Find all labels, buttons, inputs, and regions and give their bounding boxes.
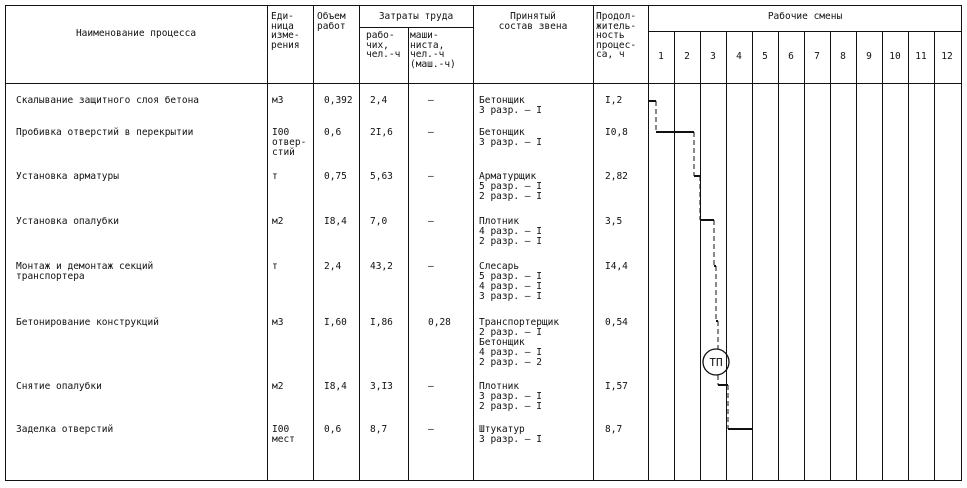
header-shifts: Рабочие смены bbox=[767, 11, 843, 22]
header-labor-costs: Затраты труда bbox=[378, 11, 454, 22]
shift-divider bbox=[726, 31, 727, 481]
row-volume: I,60 bbox=[324, 317, 347, 328]
header-duration: Продол- житель- ность процес- са, ч bbox=[596, 11, 637, 60]
row-machinists: – bbox=[428, 381, 434, 392]
header-volume: Объем работ bbox=[317, 11, 346, 32]
row-duration: I4,4 bbox=[605, 261, 628, 272]
row-crew: Арматурщик 5 разр. – I 2 разр. – I bbox=[479, 171, 542, 202]
row-duration: 2,82 bbox=[605, 171, 628, 182]
shift-number: 1 bbox=[658, 51, 664, 62]
schedule-bar bbox=[700, 219, 714, 221]
table-border bbox=[5, 480, 962, 481]
shift-divider bbox=[700, 31, 701, 481]
shift-number: 7 bbox=[814, 51, 820, 62]
row-machinists: 0,28 bbox=[428, 317, 451, 328]
header-rule bbox=[5, 83, 962, 84]
header-rule bbox=[648, 31, 962, 32]
row-duration: 3,5 bbox=[605, 216, 623, 227]
shift-number: 6 bbox=[788, 51, 794, 62]
row-process-name: Заделка отверстий bbox=[16, 424, 114, 435]
row-duration: I0,8 bbox=[605, 127, 628, 138]
row-crew: Транспортерщик 2 разр. – I Бетонщик 4 разр. – I 2 разр. – 2 bbox=[479, 317, 560, 368]
row-crew: Плотник 3 разр. – I 2 разр. – I bbox=[479, 381, 542, 412]
row-process-name: Снятие опалубки bbox=[16, 381, 102, 392]
shift-divider bbox=[934, 31, 935, 481]
row-volume: 0,6 bbox=[324, 127, 342, 138]
schedule-bar bbox=[718, 384, 728, 386]
row-process-name: Бетонирование конструкций bbox=[16, 317, 159, 328]
schedule-bar bbox=[648, 100, 656, 102]
row-crew: Штукатур 3 разр. – I bbox=[479, 424, 542, 445]
header-unit: Еди- ница изме- рения bbox=[271, 11, 300, 51]
column-divider bbox=[408, 27, 409, 481]
row-duration: 8,7 bbox=[605, 424, 623, 435]
column-divider bbox=[359, 5, 360, 481]
column-divider bbox=[313, 5, 314, 481]
row-machinists: – bbox=[428, 127, 434, 138]
row-workers: 2,4 bbox=[370, 95, 388, 106]
header-process-name: Наименование процесса bbox=[75, 28, 197, 39]
row-volume: I8,4 bbox=[324, 216, 347, 227]
header-crew: Принятый состав звена bbox=[498, 11, 568, 32]
row-process-name: Пробивка отверстий в перекрытии bbox=[16, 127, 194, 138]
shift-divider bbox=[856, 31, 857, 481]
row-unit: м2 bbox=[272, 216, 284, 227]
row-workers: 8,7 bbox=[370, 424, 388, 435]
row-duration: 0,54 bbox=[605, 317, 628, 328]
row-crew: Плотник 4 разр. – I 2 разр. – I bbox=[479, 216, 542, 247]
shift-divider bbox=[908, 31, 909, 481]
table-border bbox=[961, 5, 962, 481]
row-volume: 0,75 bbox=[324, 171, 347, 182]
shift-number: 8 bbox=[840, 51, 846, 62]
column-divider bbox=[267, 5, 268, 481]
shift-divider bbox=[830, 31, 831, 481]
column-divider bbox=[648, 5, 649, 481]
header-workers: рабо- чих, чел.-ч bbox=[366, 30, 401, 60]
shift-divider bbox=[778, 31, 779, 481]
schedule-bar bbox=[728, 428, 752, 430]
row-volume: 0,6 bbox=[324, 424, 342, 435]
row-unit: м2 bbox=[272, 381, 284, 392]
schedule-bar bbox=[716, 320, 718, 322]
row-duration: I,2 bbox=[605, 95, 623, 106]
shift-number: 2 bbox=[684, 51, 690, 62]
row-workers: 3,I3 bbox=[370, 381, 393, 392]
header-machinists: маши- ниста, чел.-ч (маш.-ч) bbox=[410, 30, 456, 70]
shift-divider bbox=[674, 31, 675, 481]
row-process-name: Скалывание защитного слоя бетона bbox=[16, 95, 200, 106]
shift-number: 5 bbox=[762, 51, 768, 62]
row-unit: т bbox=[272, 171, 278, 182]
row-process-name: Монтаж и демонтаж секций транспортера bbox=[16, 261, 154, 282]
row-unit: м3 bbox=[272, 317, 284, 328]
row-process-name: Установка арматуры bbox=[16, 171, 119, 182]
schedule-milestone-label: ТП bbox=[709, 356, 723, 369]
row-workers: 43,2 bbox=[370, 261, 393, 272]
row-unit: I00 мест bbox=[272, 424, 295, 445]
row-duration: I,57 bbox=[605, 381, 628, 392]
row-crew: Слесарь 5 разр. – I 4 разр. – I 3 разр. – I bbox=[479, 261, 542, 302]
row-unit: т bbox=[272, 261, 278, 272]
schedule-bar bbox=[714, 265, 716, 267]
shift-number: 11 bbox=[915, 51, 927, 62]
shift-number: 10 bbox=[889, 51, 901, 62]
column-divider bbox=[473, 5, 474, 481]
row-volume: 2,4 bbox=[324, 261, 342, 272]
row-volume: I8,4 bbox=[324, 381, 347, 392]
row-machinists: – bbox=[428, 171, 434, 182]
row-process-name: Установка опалубки bbox=[16, 216, 119, 227]
row-machinists: – bbox=[428, 95, 434, 106]
row-machinists: – bbox=[428, 261, 434, 272]
shift-number: 9 bbox=[866, 51, 872, 62]
row-unit: I00 отвер- стий bbox=[272, 127, 307, 158]
row-machinists: – bbox=[428, 216, 434, 227]
schedule-bar bbox=[656, 131, 694, 133]
row-workers: I,86 bbox=[370, 317, 393, 328]
shift-number: 12 bbox=[941, 51, 953, 62]
shift-number: 3 bbox=[710, 51, 716, 62]
table-border bbox=[5, 5, 962, 6]
row-unit: м3 bbox=[272, 95, 284, 106]
shift-divider bbox=[804, 31, 805, 481]
shift-number: 4 bbox=[736, 51, 742, 62]
shift-divider bbox=[882, 31, 883, 481]
row-workers: 5,63 bbox=[370, 171, 393, 182]
row-crew: Бетонщик 3 разр. – I bbox=[479, 127, 542, 148]
row-crew: Бетонщик 3 разр. – I bbox=[479, 95, 542, 116]
row-workers: 2I,6 bbox=[370, 127, 393, 138]
schedule-bar bbox=[694, 175, 700, 177]
row-volume: 0,392 bbox=[324, 95, 353, 106]
shift-divider bbox=[752, 31, 753, 481]
row-workers: 7,0 bbox=[370, 216, 388, 227]
table-border bbox=[5, 5, 6, 481]
header-rule bbox=[359, 27, 474, 28]
column-divider bbox=[593, 5, 594, 481]
row-machinists: – bbox=[428, 424, 434, 435]
